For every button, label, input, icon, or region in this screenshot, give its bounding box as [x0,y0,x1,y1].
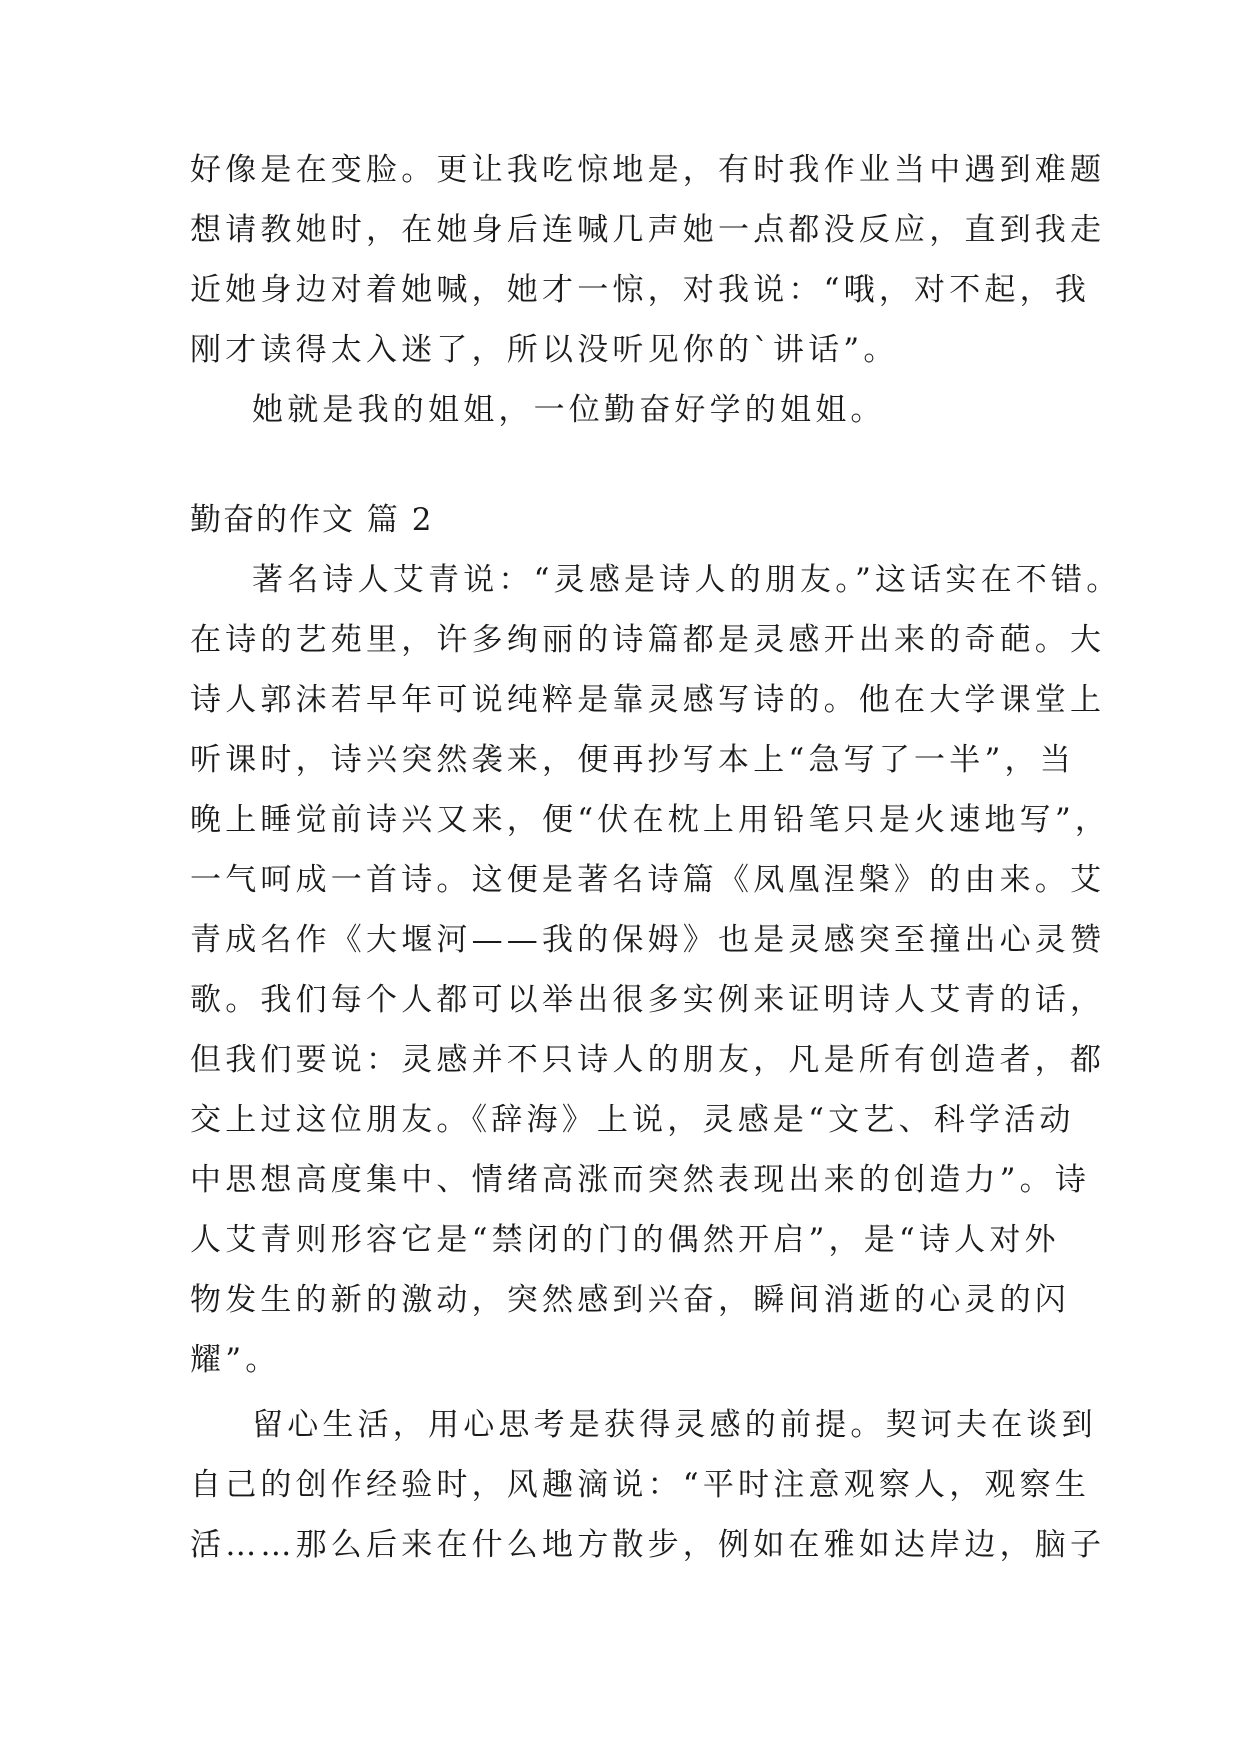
text-line: 刚才读得太入迷了，所以没听见你的`讲话”。 [190,332,899,368]
paragraph-first-line: 著名诗人艾青说：“灵感是诗人的朋友。”这话实在不错。 [252,562,1122,598]
text-line: 物发生的新的激动，突然感到兴奋，瞬间消逝的心灵的闪 [190,1282,1070,1318]
text-line: 交上过这位朋友。《辞海》上说，灵感是“文艺、科学活动 [190,1102,1075,1138]
text-line: 人艾青则形容它是“禁闭的门的偶然开启”，是“诗人对外 [190,1222,1060,1258]
text-line: 诗人郭沫若早年可说纯粹是靠灵感写诗的。他在大学课堂上 [190,682,1106,718]
paragraph-first-line: 她就是我的姐姐，一位勤奋好学的姐姐。 [252,392,886,428]
text-line: 但我们要说：灵感并不只诗人的朋友，凡是所有创造者，都 [190,1042,1106,1078]
text-line: 自己的创作经验时，风趣滴说：“平时注意观察人，观察生 [190,1467,1091,1503]
text-line: 在诗的艺苑里，许多绚丽的诗篇都是灵感开出来的奇葩。大 [190,622,1106,658]
text-line: 好像是在变脸。更让我吃惊地是，有时我作业当中遇到难题 [190,152,1106,188]
text-line: 活……那么后来在什么地方散步，例如在雅如达岸边，脑子 [190,1527,1106,1563]
paragraph-first-line: 留心生活，用心思考是获得灵感的前提。契诃夫在谈到 [252,1407,1097,1443]
text-line: 歌。我们每个人都可以举出很多实例来证明诗人艾青的话， [190,982,1106,1018]
text-line: 晚上睡觉前诗兴又来，便“伏在枕上用铅笔只是火速地写”， [190,802,1111,838]
text-line: 想请教她时，在她身后连喊几声她一点都没反应，直到我走 [190,212,1106,248]
text-line: 近她身边对着她喊，她才一惊，对我说：“哦，对不起，我 [190,272,1091,308]
text-line: 耀”。 [190,1342,281,1378]
text-line: 一气呵成一首诗。这便是著名诗篇《凤凰涅槃》的由来。艾 [190,862,1106,898]
section-heading: 勤奋的作文 篇 2 [190,502,434,538]
text-line: 青成名作《大堰河——我的保姆》也是灵感突至撞出心灵赞 [190,922,1106,958]
text-line: 中思想高度集中、情绪高涨而突然表现出来的创造力”。诗 [190,1162,1091,1198]
text-line: 听课时，诗兴突然袭来，便再抄写本上“急写了一半”，当 [190,742,1075,778]
